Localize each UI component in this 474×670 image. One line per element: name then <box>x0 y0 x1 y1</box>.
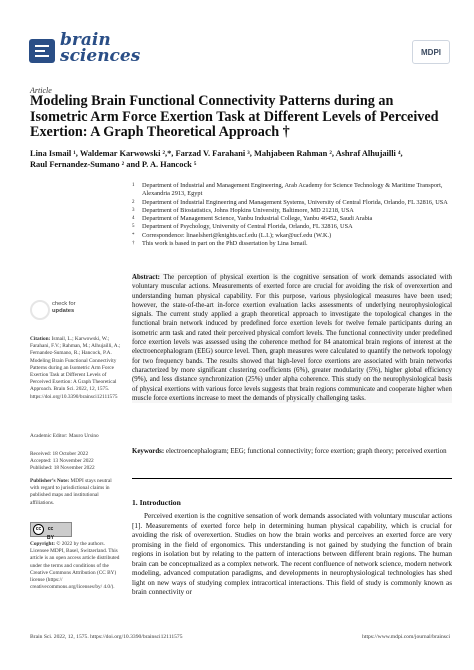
article-type: Article <box>30 86 52 95</box>
publisher-logo: MDPI <box>412 40 450 64</box>
citation-link[interactable]: Brain Sci. 2022, 12, 1575. https://doi.org/10.3390/brainsci12111575 <box>30 386 118 400</box>
paper-title: Modeling Brain Functional Connectivity Patterns during an Isometric Arm Force Exertion Task at Different Levels of Perceived Exertion: A Graph Theoretical Approach † <box>30 93 439 140</box>
publisher-note: Publisher’s Note: MDPI stays neutral with regard to jurisdictional claims in published maps and institutional affiliations. <box>30 478 112 506</box>
dates-block: Received: 18 October 2022 Accepted: 13 November 2022 Published: 18 November 2022 <box>30 451 95 472</box>
check-for-updates-button[interactable]: check for updates <box>30 300 90 330</box>
citation-block: Citation: Ismail, L.; Karwowski, W.; Farahani, F.V.; Rahman, M.; Alhujailli, A.; Fernandez-Sumano, R.; Hancock, P.A. Modeling Brain Functional Connectivity Patterns during an Isometric Arm Force Exertion Task at Different Levels of Perceived Exertion: A Graph Theoretical Approach. Brain Sci. 2022, 12, 1575. https://doi.org/10.3390/brainsci12111575 <box>30 336 121 400</box>
cc-license-badge[interactable]: cc cc BY <box>30 522 72 537</box>
academic-editor: Academic Editor: Mauro Ursino <box>30 433 99 439</box>
journal-logo-icon <box>28 38 56 64</box>
footer-citation: Brain Sci. 2022, 12, 1575. https://doi.org/10.3390/brainsci12111575 <box>30 634 183 640</box>
keywords: Keywords: electroencephalogram; EEG; functional connectivity; force exertion; graph theory; perceived exertion <box>132 448 447 455</box>
affiliations <box>132 182 452 248</box>
journal-name: brain sciences <box>60 30 141 66</box>
authors-line-1: Lina Ismail ¹, Waldemar Karwowski ²,*, Farzad V. Farahani ³, Mahjabeen Rahman ², Ashraf Alhujailli ⁴, <box>30 149 403 158</box>
divider <box>132 478 452 479</box>
affiliation-item: 4 Department of Management Science, Yanbu Industrial College, Yanbu 46452, Saudi Arabia <box>132 215 373 223</box>
abstract: Abstract: The perception of physical exertion is the cognitive sensation of work demands associated with voluntary muscular actions. Measurements of exerted force are crucial for avoiding the risk of overexertion and understanding human physical capability. For this purpose, various physiological measures have been used; however, the state-of-the-art in-force exertion evaluation lacks assessments of underlying neurophysiological signals. The current study applied a graph theoretical approach to investigate the topological changes in the functional brain network induced by predefined force exertion levels for twelve female participants during an isometric arm task and rated their perceived physical comfort levels. The functional connectivity under predefined force exertion levels was assessed using the coherence method for 84 anatomical brain regions of interest at the electroencephalogram (EEG) source level. Then, graph measures were calculated to quantify the network topology for two frequency bands. The results showed that high-level force exertions are associated with brain networks characterized by more significant clustering coefficients (6%), greater modularity (5%), higher global efficiency (9%), and less distance synchronization (25%) under alpha coherence. This study on the neurophysiological basis of physical exertions with various force levels suggests that brain regions communicate and cooperate higher when muscle force exertions increase to meet the demands of physically challenging tasks. <box>132 274 452 402</box>
footer-journal-link[interactable]: https://www.mdpi.com/journal/brainsci <box>362 634 450 640</box>
intro-paragraph: Perceived exertion is the cognitive sensation of work demands associated with voluntary muscular actions [1]. Measurements of exerted force help in determining human physical capability, which is crucial for avoiding the risk of overexertion. Studies on how the brain works and perceives an exerted force are very promising in the field of ergonomics. This understanding is not gained by studying the function of brain regions in isolation but by relating to the pattern of interactions between different brain regions. The human brain can be conceptualized as a complex network. The recent confluence of network science, modern network modeling, advanced computation paradigms, and developments in neurophysiological technologies has shed light on new ways of studying complex intracortical interactions. This field of study is commonly known as brain connectivity or <box>132 512 452 596</box>
author-list <box>30 148 450 170</box>
affiliation-item: 3 Department of Biostatistics, Johns Hopkins University, Baltimore, MD 21218, USA <box>132 206 354 214</box>
section-heading: 1. Introduction <box>132 498 181 507</box>
check-updates-icon <box>30 300 50 320</box>
correspondence: * Correspondence: linaelsheri@knights.ucf.edu (L.I.); wkar@ucf.edu (W.K.) <box>132 231 332 239</box>
dissertation-note: † This work is based in part on the PhD dissertation by Lina Ismail. <box>132 240 308 248</box>
authors-line-2: Raul Fernandez-Sumano ² and P. A. Hancock ⁵ <box>30 160 197 169</box>
abstract-box <box>132 273 452 403</box>
copyright-block: Copyright: © 2022 by the authors. Licensee MDPI, Basel, Switzerland. This article is an open access article distributed under the terms and conditions of the Creative Commons Attribution (CC BY) license (https:// creativecommons.org/licenses/by/ 4.0/). <box>30 541 120 591</box>
affiliation-item: 5 Department of Psychology, University of Central Florida, Orlando, FL 32816, USA <box>132 223 353 231</box>
affiliation-item: 1 Department of Industrial and Management Engineering, Arab Academy for Science Technology & Maritime Transport, Alexandria 2913, Egypt <box>132 182 443 198</box>
affiliation-item: 2 Department of Industrial Engineering and Management Systems, University of Central Florida, Orlando, FL 32816, USA <box>132 198 448 206</box>
